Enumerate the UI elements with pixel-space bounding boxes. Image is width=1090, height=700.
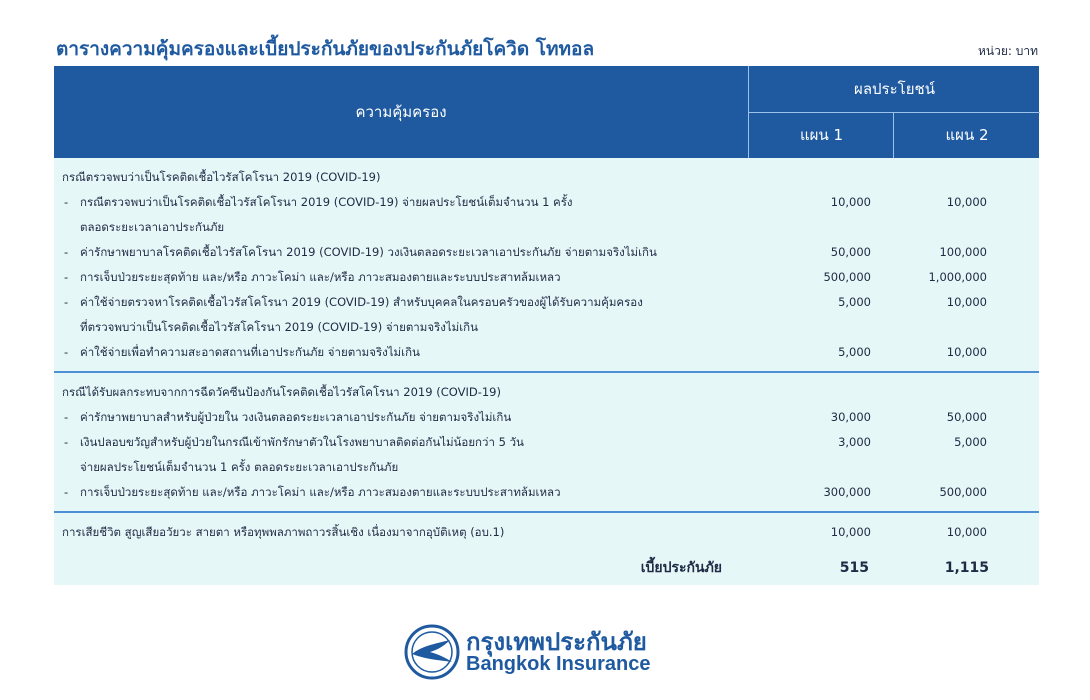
- table-row: [54, 405, 1039, 430]
- premium-label: เบี้ยประกันภัย: [640, 560, 722, 576]
- table-row: [54, 430, 1039, 455]
- bullet-dash: -: [64, 295, 69, 309]
- plan-1-value: 50,000: [830, 245, 871, 259]
- plan-2-value: 500,000: [939, 485, 987, 499]
- coverage-line: การเสียชีวิต สูญเสียอวัยวะ สายตา หรือทุพพลภาพถาวรสิ้นเชิง เนื่องมาจากอุบัติเหตุ (อบ.1): [62, 525, 505, 539]
- coverage-line: จ่ายผลประโยชน์เต็มจำนวน 1 ครั้ง ตลอดระยะเวลาเอาประกันภัย: [80, 460, 399, 474]
- table-row: [54, 215, 1039, 240]
- coverage-text: [54, 340, 748, 365]
- coverage-text: [54, 430, 748, 455]
- coverage-text: [54, 265, 748, 290]
- coverage-line: เงินปลอบขวัญสำหรับผู้ป่วยในกรณีเข้าพักรักษาตัวในโรงพยาบาลติดต่อกันไม่น้อยกว่า 5 วัน: [80, 435, 524, 449]
- plan-1-value: 5,000: [838, 345, 871, 359]
- header-benefit: ผลประโยชน์: [748, 66, 1040, 113]
- plan-2-value: [893, 455, 1039, 480]
- plan-2-value: [893, 315, 1039, 340]
- coverage-line: การเจ็บป่วยระยะสุดท้าย และ/หรือ ภาวะโคม่า และ/หรือ ภาวะสมองตายและระบบประสาทล้มเหลว: [80, 485, 561, 499]
- coverage-text: [54, 290, 748, 315]
- plan-2-value: 10,000: [946, 345, 987, 359]
- coverage-line: ค่ารักษาพยาบาลโรคติดเชื้อไวรัสโคโรนา 2019 (COVID-19) วงเงินตลอดระยะเวลาเอาประกันภัย จ่ายตามจริงไม่เกิน: [80, 245, 657, 259]
- table-row: [54, 340, 1039, 365]
- section-heading: [54, 380, 1039, 405]
- coverage-text: [54, 480, 748, 505]
- header-plan-2: แผน 2: [893, 112, 1040, 158]
- plan-2-value: 100,000: [939, 245, 987, 259]
- bullet-dash: -: [64, 345, 69, 359]
- header-coverage: ความคุ้มครอง: [355, 103, 447, 121]
- coverage-text: [54, 405, 748, 430]
- bird-circle-logo-icon: [404, 624, 460, 680]
- page-title: ตารางความคุ้มครองและเบี้ยประกันภัยของประกันภัยโควิด โททอล: [56, 38, 595, 60]
- plan-1-value: 300,000: [823, 485, 871, 499]
- plan-1-value: [748, 455, 893, 480]
- section-heading: [54, 165, 1039, 190]
- plan-1-value: 500,000: [823, 270, 871, 284]
- premium-plan-2: 1,115: [944, 560, 989, 576]
- coverage-text: [54, 455, 748, 480]
- coverage-line: ที่ตรวจพบว่าเป็นโรคติดเชื้อไวรัสโคโรนา 2019 (COVID-19) จ่ายตามจริงไม่เกิน: [80, 320, 478, 334]
- plan-2-value: [893, 215, 1039, 240]
- plan-1-value: [748, 315, 893, 340]
- logo-english-name: Bangkok Insurance: [466, 653, 651, 675]
- table-row: [54, 315, 1039, 340]
- plan-2-value: 5,000: [954, 435, 987, 449]
- coverage-line: ค่ารักษาพยาบาลสำหรับผู้ป่วยใน วงเงินตลอดระยะเวลาเอาประกันภัย จ่ายตามจริงไม่เกิน: [80, 410, 512, 424]
- table-section: [54, 158, 1039, 373]
- coverage-text: [54, 315, 748, 340]
- plan-2-value: 50,000: [946, 410, 987, 424]
- coverage-line: ค่าใช้จ่ายเพื่อทำความสะอาดสถานที่เอาประกันภัย จ่ายตามจริงไม่เกิน: [80, 345, 420, 359]
- coverage-text: [54, 215, 748, 240]
- bullet-dash: -: [64, 270, 69, 284]
- coverage-line: การเจ็บป่วยระยะสุดท้าย และ/หรือ ภาวะโคม่า และ/หรือ ภาวะสมองตายและระบบประสาทล้มเหลว: [80, 270, 561, 284]
- premium-row: [54, 551, 1039, 585]
- table-row: [54, 240, 1039, 265]
- table-row: [54, 520, 1039, 545]
- bullet-dash: -: [64, 245, 69, 259]
- unit-label: หน่วย: บาท: [977, 44, 1038, 58]
- coverage-line: กรณีตรวจพบว่าเป็นโรคติดเชื้อไวรัสโคโรนา 2019 (COVID-19) จ่ายผลประโยชน์เต็มจำนวน 1 ครั้ง: [80, 195, 573, 209]
- table-section: [54, 373, 1039, 513]
- bullet-dash: -: [64, 195, 69, 209]
- section-heading-text: กรณีได้รับผลกระทบจากการฉีดวัคซีนป้องกันโรคติดเชื้อไวรัสโคโรนา 2019 (COVID-19): [62, 385, 501, 399]
- plan-1-value: 10,000: [830, 195, 871, 209]
- table-body: [54, 158, 1039, 551]
- bullet-dash: -: [64, 410, 69, 424]
- plan-2-value: 10,000: [946, 295, 987, 309]
- bullet-dash: -: [64, 485, 69, 499]
- logo-thai-name: กรุงเทพประกันภัย: [466, 628, 647, 656]
- section-heading-text: กรณีตรวจพบว่าเป็นโรคติดเชื้อไวรัสโคโรนา 2019 (COVID-19): [62, 170, 381, 184]
- plan-2-value: 10,000: [946, 525, 987, 539]
- table-row: [54, 455, 1039, 480]
- table-section: [54, 513, 1039, 551]
- bullet-dash: -: [64, 435, 69, 449]
- bangkok-insurance-logo: [404, 622, 704, 682]
- plan-2-value: 1,000,000: [928, 270, 987, 284]
- table-row: [54, 190, 1039, 215]
- coverage-line: ค่าใช้จ่ายตรวจหาโรคติดเชื้อไวรัสโคโรนา 2019 (COVID-19) สำหรับบุคคลในครอบครัวของผู้ได้รับความคุ้มครอง: [80, 295, 643, 309]
- coverage-line: ตลอดระยะเวลาเอาประกันภัย: [80, 220, 225, 234]
- plan-1-value: 10,000: [830, 525, 871, 539]
- coverage-text: [54, 520, 748, 545]
- coverage-text: [54, 240, 748, 265]
- header-plan-1: แผน 1: [748, 112, 894, 158]
- table-row: [54, 265, 1039, 290]
- plan-1-value: 5,000: [838, 295, 871, 309]
- plan-1-value: 30,000: [830, 410, 871, 424]
- plan-1-value: 3,000: [838, 435, 871, 449]
- plan-2-value: 10,000: [946, 195, 987, 209]
- plan-1-value: [748, 215, 893, 240]
- coverage-text: [54, 190, 748, 215]
- table-header: [54, 66, 1039, 158]
- table-row: [54, 290, 1039, 315]
- coverage-table: [54, 66, 1039, 585]
- table-row: [54, 480, 1039, 505]
- premium-plan-1: 515: [839, 560, 869, 576]
